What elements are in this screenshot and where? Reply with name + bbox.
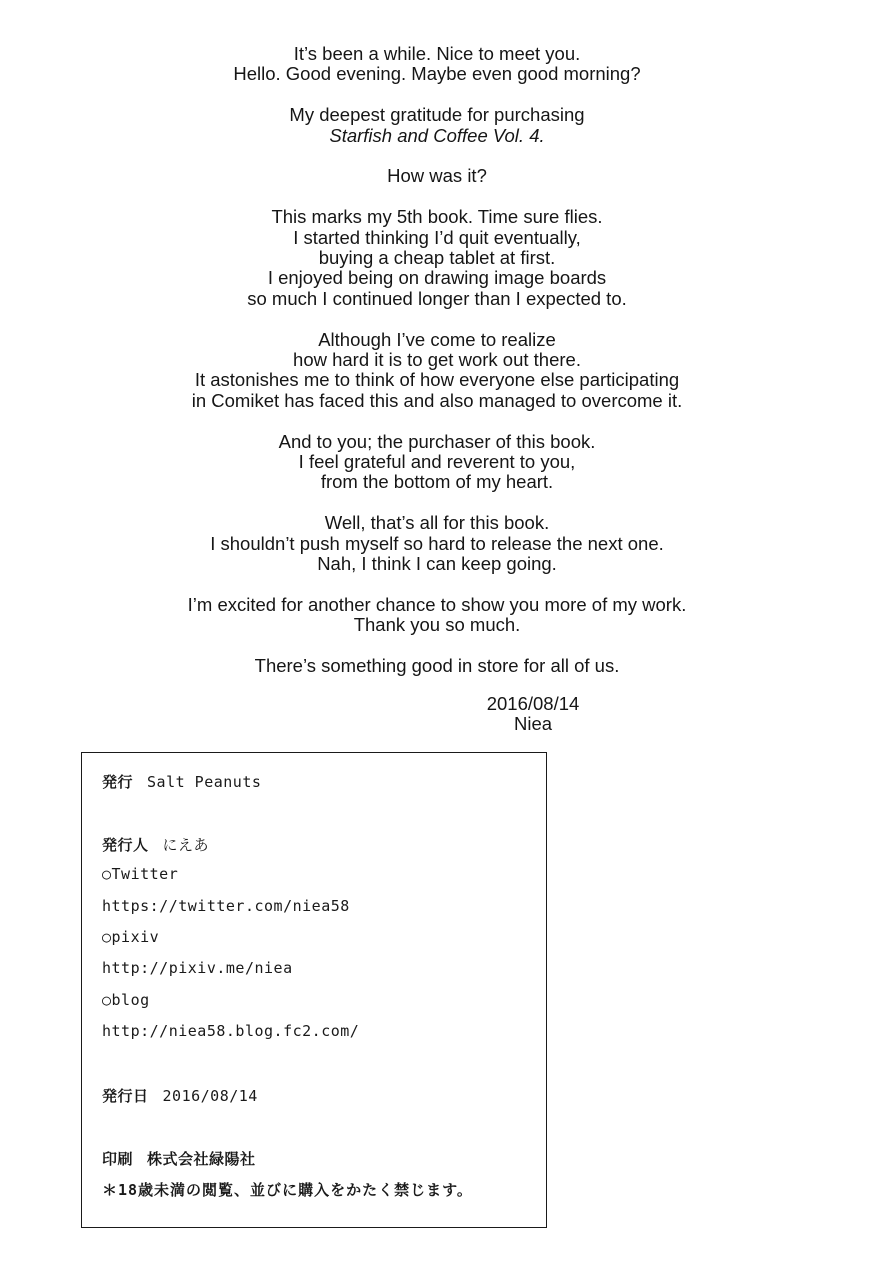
publisher-key: 発行 bbox=[102, 773, 134, 791]
afterword-line: There’s something good in store for all of us. bbox=[254, 655, 620, 677]
afterword-line: How was it? bbox=[387, 165, 487, 187]
afterword-line: in Comiket has faced this and also managed to overcome it. bbox=[191, 389, 683, 411]
colophon-printer bbox=[102, 1148, 256, 1169]
date-key: 発行日 bbox=[102, 1087, 149, 1105]
afterword-line: I feel grateful and reverent to you, bbox=[298, 451, 576, 473]
colophon-box bbox=[81, 752, 547, 1228]
afterword-line: from the bottom of my heart. bbox=[320, 471, 554, 493]
afterword-paragraph bbox=[0, 595, 874, 636]
afterword-paragraph bbox=[0, 513, 874, 574]
afterword-line: so much I continued longer than I expected to. bbox=[247, 287, 627, 309]
afterword-line: My deepest gratitude for purchasing bbox=[289, 104, 585, 126]
author-value: にえあ bbox=[162, 836, 210, 854]
printer-value: 株式会社緑陽社 bbox=[147, 1150, 256, 1168]
afterword-line: And to you; the purchaser of this book. bbox=[278, 430, 596, 452]
afterword-paragraph bbox=[0, 656, 874, 676]
afterword-line: how hard it is to get work out there. bbox=[293, 349, 581, 371]
printer-key: 印刷 bbox=[102, 1150, 134, 1168]
age-restriction-notice: ＊18歳未満の閲覧、並びに購入をかたく禁じます。 bbox=[102, 1181, 473, 1199]
book-title: Starfish and Coffee Vol. 4. bbox=[329, 124, 545, 146]
afterword-line: Hello. Good evening. Maybe even good morning? bbox=[233, 63, 641, 85]
signature-date: 2016/08/14 bbox=[486, 693, 580, 714]
signature bbox=[470, 694, 596, 735]
afterword-line: I’m excited for another chance to show you more of my work. bbox=[187, 593, 687, 615]
afterword-line: This marks my 5th book. Time sure flies. bbox=[271, 206, 603, 228]
afterword-line: Although I’ve come to realize bbox=[318, 328, 556, 350]
colophon-date bbox=[102, 1085, 258, 1106]
colophon-publisher bbox=[102, 771, 261, 792]
twitter-label: ○Twitter bbox=[102, 865, 179, 883]
afterword-line: It astonishes me to think of how everyone else participating bbox=[194, 369, 680, 391]
afterword-line: I enjoyed being on drawing image boards bbox=[267, 267, 607, 289]
date-value: 2016/08/14 bbox=[162, 1087, 258, 1105]
author-key: 発行人 bbox=[102, 836, 149, 854]
publisher-value: Salt Peanuts bbox=[147, 773, 262, 791]
pixiv-label: ○pixiv bbox=[102, 928, 160, 946]
afterword-line: Well, that’s all for this book. bbox=[324, 512, 550, 534]
afterword-line: Nah, I think I can keep going. bbox=[317, 553, 557, 575]
afterword-line: I shouldn’t push myself so hard to release the next one. bbox=[210, 532, 664, 554]
afterword-line: I started thinking I’d quit eventually, bbox=[293, 226, 581, 248]
afterword-paragraph bbox=[0, 44, 874, 85]
afterword-line: buying a cheap tablet at first. bbox=[318, 247, 556, 269]
afterword-text bbox=[0, 44, 874, 697]
afterword-paragraph bbox=[0, 166, 874, 186]
afterword-paragraph bbox=[0, 432, 874, 493]
colophon-author bbox=[102, 834, 209, 855]
blog-url: http://niea58.blog.fc2.com/ bbox=[102, 1022, 360, 1040]
pixiv-url: http://pixiv.me/niea bbox=[102, 959, 293, 977]
afterword-paragraph bbox=[0, 330, 874, 412]
afterword-line: Thank you so much. bbox=[353, 614, 521, 636]
afterword-line: It’s been a while. Nice to meet you. bbox=[293, 43, 581, 64]
afterword-paragraph bbox=[0, 207, 874, 309]
blog-label: ○blog bbox=[102, 991, 150, 1009]
twitter-url: https://twitter.com/niea58 bbox=[102, 897, 350, 915]
afterword-paragraph bbox=[0, 105, 874, 146]
signature-name: Niea bbox=[513, 713, 553, 735]
